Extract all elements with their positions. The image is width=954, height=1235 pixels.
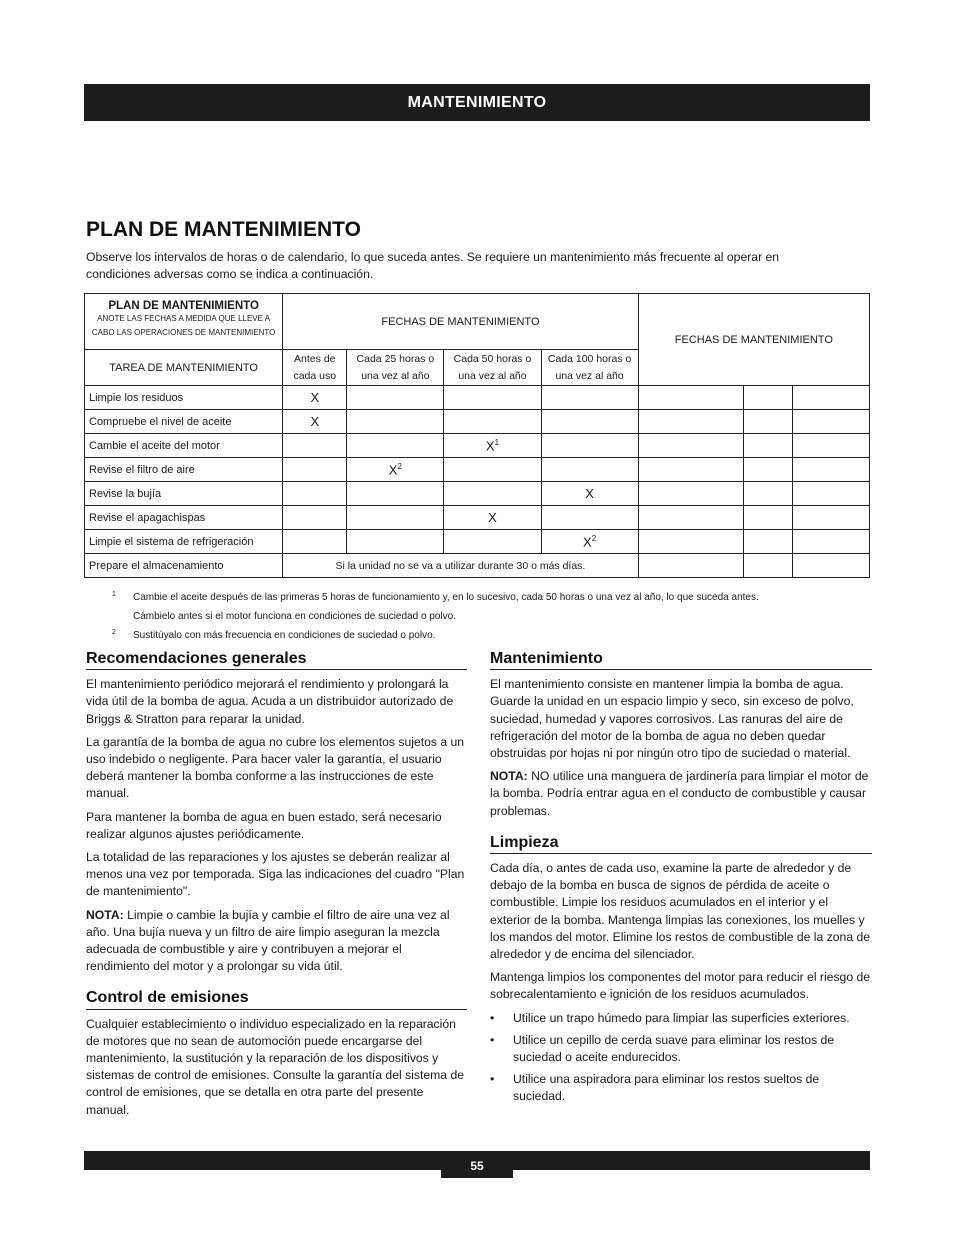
table-footnotes [112,588,759,645]
task-label: Compruebe el nivel de aceite [85,410,283,434]
task-label: Limpie los residuos [85,386,283,410]
storage-note: Si la unidad no se va a utilizar durante 30 o más días. [283,554,638,578]
plan-title-cell [85,294,283,350]
footnote-number: 1 [112,591,116,598]
paragraph: El mantenimiento periódico mejorará el rendimiento y prolongará la vida útil de la bomba de agua. Acuda a un distribuidor autorizado de Briggs & Stratton para reparar la unidad. [86,677,454,726]
interval-mark: $X^2$ [347,458,444,482]
table-row [85,482,870,506]
interval-mark: $X^2$ [541,530,638,554]
list-item: • Utilice un cepillo de cerda suave para eliminar los restos de suciedad o aceite endurecidos. [490,1032,872,1066]
paragraph: Cada día, o antes de cada uso, examine la parte de alrededor y de debajo de la bomba en busca de signos de pérdida de aceite o combustible. Limpie los residuos acumulados en el interior y el exterior de la bomba. Mantenga limpias las conexiones, los muelles y los mandos del motor. Elimine los restos de combustible de la zona de alrededor y de encima del silenciador. [490,861,871,962]
paragraph: La totalidad de las reparaciones y los ajustes se deberán realizar al menos una vez por temporada. Siga las indicaciones del cuadro "Plan de mantenimiento". [86,850,465,899]
task-label: Limpie el sistema de refrigeración [85,530,283,554]
interval-header-before-use: Antes de cada uso [283,350,347,386]
interval-mark: $X^1$ [444,434,541,458]
section-header-bar: MANTENIMIENTO [84,84,870,121]
note-paragraph: NOTA: NO utilice una manguera de jardinería para limpiar el motor de la bomba. Podría entrar agua en el conducto de combustible y causar problemas. [490,769,869,818]
dates-header-right: FECHAS DE MANTENIMIENTO [638,294,869,386]
footnote: 1 Cambie el aceite después de las primeras 5 horas de funcionamiento y, en lo sucesivo, cada 50 horas o una vez al año, lo que suceda antes. Cámbielo antes si el motor funciona en condiciones de suciedad o polvo. [112,588,759,626]
section-title-limpieza: Limpieza [490,834,872,854]
list-item: • Utilice un trapo húmedo para limpiar las superficies exteriores. [490,1010,872,1027]
paragraph: El mantenimiento consiste en mantener limpia la bomba de agua. Guarde la unidad en un espacio limpio y seco, sin exceso de polvo, suciedad, humedad y vapores corrosivos. Las ranuras del aire de refrigeración del motor de la bomba de agua no deben quedar obstruidas por hojas ni por ningún otro tipo de suciedad o material. [490,677,854,761]
footnote-number: 2 [112,629,116,636]
table-row [85,554,870,578]
paragraph: Mantenga limpios los componentes del motor para reducir el riesgo de sobrecalentamiento e ignición de los residuos acumulados. [490,970,871,1002]
right-column [490,650,872,1111]
interval-header-100h: Cada 100 horas o una vez al año [541,350,638,386]
section-title-emisiones: Control de emisiones [86,989,467,1009]
table-row [85,458,870,482]
section-title-recomendaciones: Recomendaciones generales [86,650,467,670]
cleaning-bullet-list [490,1010,872,1106]
page-title: PLAN DE MANTENIMIENTO [86,218,361,241]
table-row [85,506,870,530]
dates-header: FECHAS DE MANTENIMIENTO [283,294,638,350]
interval-header-50h: Cada 50 horas o una vez al año [444,350,541,386]
plan-title: PLAN DE MANTENIMIENTO [108,300,259,312]
page-number: 55 [441,1151,513,1178]
interval-mark: X [541,482,638,506]
plan-note: ANOTE LAS FECHAS A MEDIDA QUE LLEVE A CABO LAS OPERACIONES DE MANTENIMIENTO [91,314,276,337]
interval-mark: X [283,386,347,410]
note-paragraph: NOTA: Limpie o cambie la bujía y cambie el filtro de aire una vez al año. Una bujía nueva y un filtro de aire limpio aseguran la mezcla adecuada de combustible y aire y contribuyen a mejorar el rendimiento del motor y a prolongar su vida útil. [86,907,450,974]
paragraph: La garantía de la bomba de agua no cubre los elementos sujetos a un uso indebido o negligente. Para hacer valer la garantía, el usuario deberá mantener la bomba conforme a las instrucciones de este manual. [86,734,465,801]
intro-paragraph: Observe los intervalos de horas o de calendario, lo que suceda antes. Se requiere un mantenimiento más frecuente al operar en condiciones adversas como se indica a continuación. [86,250,780,281]
list-item: • Utilice una aspiradora para eliminar los restos sueltos de suciedad. [490,1071,872,1105]
maintenance-schedule-table [84,293,870,578]
section-title-mantenimiento: Mantenimiento [490,650,872,670]
left-column [86,650,467,1125]
table-row [85,410,870,434]
task-label: Prepare el almacenamiento [85,554,283,578]
task-label: Revise el apagachispas [85,506,283,530]
interval-mark: X [283,410,347,434]
paragraph: Cualquier establecimiento o individuo especializado en la reparación de motores que no sean de automoción puede encargarse del mantenimiento, la sustitución y la reparación de los dispositivos y sistemas de control de emisiones. Consulte la garantía del sistema de control de emisiones, que se detalla en otra parte del presente manual. [86,1016,465,1117]
task-label: Cambie el aceite del motor [85,434,283,458]
footnote: 2 Sustitúyalo con más frecuencia en condiciones de suciedad o polvo. [112,626,759,645]
paragraph: Para mantener la bomba de agua en buen estado, será necesario realizar algunos ajustes periódicamente. [86,809,442,841]
interval-mark: X [444,506,541,530]
table-row [85,386,870,410]
task-header: TAREA DE MANTENIMIENTO [85,350,283,386]
task-label: Revise la bujía [85,482,283,506]
task-label: Revise el filtro de aire [85,458,283,482]
interval-header-25h: Cada 25 horas o una vez al año [347,350,444,386]
table-row [85,434,870,458]
table-row [85,530,870,554]
